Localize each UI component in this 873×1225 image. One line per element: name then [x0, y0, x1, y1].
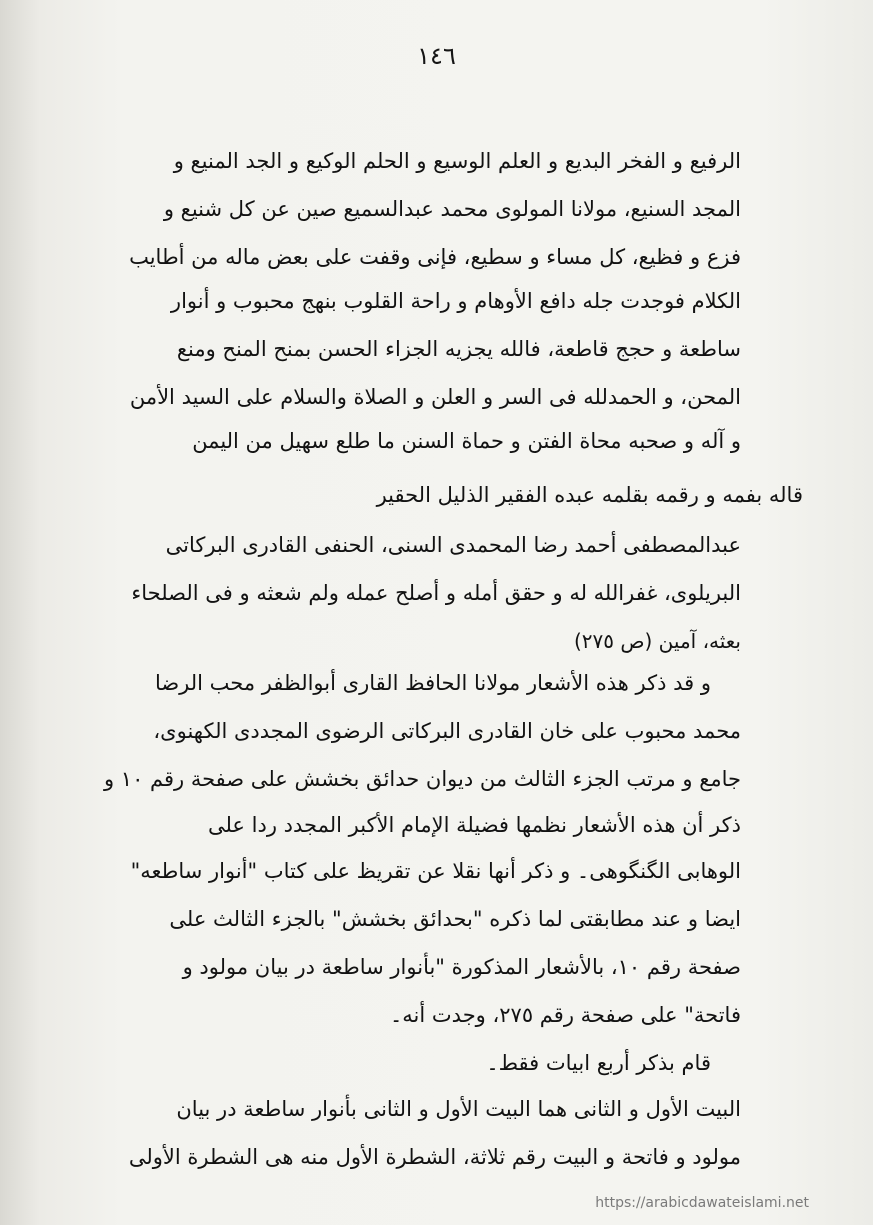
text-line-20: قام بذكر أربع ابيات فقط۔ — [486, 1051, 711, 1075]
text-line-10: البريلوى، غفرالله له و حقق أمله و أصلح عمله ولم شعثه و فى الصلحاء — [131, 581, 741, 605]
text-line-12: و قد ذكر هذه الأشعار مولانا الحافظ القارى أبوالظفر محب الرضا — [154, 671, 711, 695]
text-line-22: مولود و فاتحة و البيت رقم ثلاثة، الشطرة الأول منه هى الشطرة الأولى — [128, 1145, 741, 1169]
text-line-8: قاله بفمه و رقمه بقلمه عبده الفقير الذليل الحقير — [376, 483, 803, 507]
text-line-9: عبدالمصطفى أحمد رضا المحمدى السنى، الحنفى القادرى البركاتى — [165, 533, 741, 557]
text-line-3: فزع و فظيع، كل مساء و سطيع، فإنى وقفت على بعض ماله من أطايب — [129, 245, 741, 269]
text-line-6: المحن، و الحمدلله فى السر و العلن و الصلاة والسلام على السيد الأمن — [129, 385, 741, 409]
text-line-16: الوهابى الگنگوهى۔ و ذكر أنها نقلا عن تقريظ على كتاب "أنوار ساطعه" — [130, 859, 741, 883]
text-line-15: ذكر أن هذه الأشعار نظمها فضيلة الإمام الأكبر المجدد ردا على — [207, 813, 741, 837]
text-line-13: محمد محبوب على خان القادرى البركاتى الرضوى المجددى الكهنوى، — [153, 719, 741, 743]
text-line-18: صفحة رقم ١٠، بالأشعار المذكورة "بأنوار ساطعة در بيان مولود و — [182, 955, 741, 979]
text-line-19: فاتحة" على صفحة رقم ٢٧٥، وجدت أنه۔ — [389, 1003, 741, 1027]
text-line-7: و آله و صحبه محاة الفتن و حماة السنن ما طلع سهيل من اليمن — [192, 429, 741, 453]
text-line-2: المجد السنيع، مولانا المولوى محمد عبدالسميع صين عن كل شنيع و — [163, 197, 741, 221]
source-watermark: https://arabicdawateislami.net — [595, 1195, 809, 1211]
text-line-11: بعثه، آمين (ص ٢٧٥) — [573, 629, 741, 653]
text-line-17: ايضا و عند مطابقتى لما ذكره "بحدائق بخشش" بالجزء الثالث على — [169, 907, 741, 931]
text-line-5: ساطعة و حجج قاطعة، فالله يجزيه الجزاء الحسن بمنح المنح ومنع — [176, 337, 741, 361]
text-line-1: الرفيع و الفخر البديع و العلم الوسيع و الحلم الوكيع و الجد المنيع و — [173, 149, 741, 173]
text-line-4: الكلام فوجدت جله دافع الأوهام و راحة القلوب بنهج محبوب و أنوار — [170, 289, 741, 313]
page-number: ١٤٦ — [417, 42, 456, 70]
text-line-21: البيت الأول و الثانى هما البيت الأول و الثانى بأنوار ساطعة در بيان — [176, 1097, 741, 1121]
text-line-14: جامع و مرتب الجزء الثالث من ديوان حدائق بخشش على صفحة رقم ١٠ و — [103, 767, 741, 791]
